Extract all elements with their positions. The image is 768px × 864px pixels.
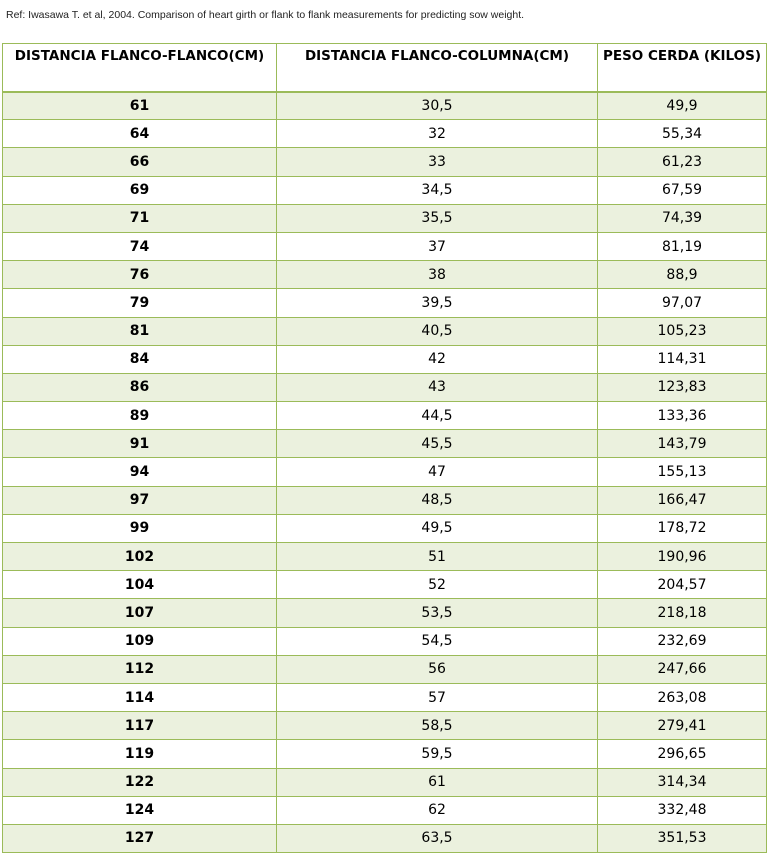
- flank-flank-cell: 94: [3, 458, 277, 486]
- flank-column-cell: 57: [277, 683, 598, 711]
- flank-column-cell: 40,5: [277, 317, 598, 345]
- flank-flank-cell: 112: [3, 655, 277, 683]
- table-row: [3, 514, 767, 542]
- flank-column-cell: 61: [277, 768, 598, 796]
- table-row: [3, 486, 767, 514]
- table-row: [3, 824, 767, 852]
- flank-flank-cell: 86: [3, 373, 277, 401]
- table-row: [3, 430, 767, 458]
- flank-flank-cell: 71: [3, 204, 277, 232]
- sow-weight-cell: 190,96: [598, 543, 767, 571]
- flank-column-cell: 63,5: [277, 824, 598, 852]
- table-row: [3, 458, 767, 486]
- table-row: [3, 148, 767, 176]
- table-row: [3, 261, 767, 289]
- flank-flank-cell: 124: [3, 796, 277, 824]
- sow-weight-cell: 232,69: [598, 627, 767, 655]
- header-flank-column: DISTANCIA FLANCO-COLUMNA(CM): [277, 44, 598, 92]
- table-row: [3, 655, 767, 683]
- flank-flank-cell: 66: [3, 148, 277, 176]
- flank-column-cell: 38: [277, 261, 598, 289]
- table-row: [3, 627, 767, 655]
- flank-flank-cell: 76: [3, 261, 277, 289]
- flank-column-cell: 52: [277, 571, 598, 599]
- table-row: [3, 120, 767, 148]
- sow-weight-table: [2, 43, 767, 853]
- flank-flank-cell: 91: [3, 430, 277, 458]
- sow-weight-cell: 74,39: [598, 204, 767, 232]
- flank-flank-cell: 84: [3, 345, 277, 373]
- reference-note: Ref: Iwasawa T. et al, 2004. Comparison of heart girth or flank to flank measurements for predicting sow weight.: [6, 9, 525, 21]
- table-row: [3, 768, 767, 796]
- flank-column-cell: 39,5: [277, 289, 598, 317]
- flank-column-cell: 37: [277, 232, 598, 260]
- flank-column-cell: 49,5: [277, 514, 598, 542]
- sow-weight-cell: 97,07: [598, 289, 767, 317]
- sow-weight-cell: 55,34: [598, 120, 767, 148]
- flank-flank-cell: 69: [3, 176, 277, 204]
- flank-flank-cell: 99: [3, 514, 277, 542]
- flank-flank-cell: 89: [3, 402, 277, 430]
- table-row: [3, 92, 767, 120]
- sow-weight-cell: 61,23: [598, 148, 767, 176]
- table-row: [3, 345, 767, 373]
- table-row: [3, 232, 767, 260]
- flank-column-cell: 34,5: [277, 176, 598, 204]
- flank-flank-cell: 64: [3, 120, 277, 148]
- table-row: [3, 796, 767, 824]
- flank-column-cell: 44,5: [277, 402, 598, 430]
- sow-weight-cell: 123,83: [598, 373, 767, 401]
- flank-flank-cell: 104: [3, 571, 277, 599]
- table-row: [3, 402, 767, 430]
- flank-flank-cell: 109: [3, 627, 277, 655]
- flank-flank-cell: 74: [3, 232, 277, 260]
- table-body: [3, 92, 767, 853]
- sow-weight-cell: 263,08: [598, 683, 767, 711]
- flank-column-cell: 58,5: [277, 712, 598, 740]
- flank-column-cell: 33: [277, 148, 598, 176]
- sow-weight-cell: 81,19: [598, 232, 767, 260]
- flank-column-cell: 32: [277, 120, 598, 148]
- table-row: [3, 176, 767, 204]
- flank-flank-cell: 79: [3, 289, 277, 317]
- table-row: [3, 571, 767, 599]
- sow-weight-cell: 49,9: [598, 92, 767, 120]
- flank-flank-cell: 122: [3, 768, 277, 796]
- sow-weight-cell: 105,23: [598, 317, 767, 345]
- flank-column-cell: 43: [277, 373, 598, 401]
- table-row: [3, 373, 767, 401]
- flank-flank-cell: 81: [3, 317, 277, 345]
- flank-flank-cell: 127: [3, 824, 277, 852]
- flank-flank-cell: 114: [3, 683, 277, 711]
- sow-weight-cell: 88,9: [598, 261, 767, 289]
- sow-weight-cell: 178,72: [598, 514, 767, 542]
- flank-column-cell: 51: [277, 543, 598, 571]
- flank-column-cell: 53,5: [277, 599, 598, 627]
- sow-weight-cell: 67,59: [598, 176, 767, 204]
- table-header-row: [3, 44, 767, 92]
- flank-column-cell: 42: [277, 345, 598, 373]
- sow-weight-cell: 155,13: [598, 458, 767, 486]
- sow-weight-cell: 114,31: [598, 345, 767, 373]
- header-sow-weight: PESO CERDA (KILOS): [598, 44, 767, 92]
- flank-flank-cell: 119: [3, 740, 277, 768]
- flank-flank-cell: 97: [3, 486, 277, 514]
- flank-column-cell: 59,5: [277, 740, 598, 768]
- sow-weight-cell: 314,34: [598, 768, 767, 796]
- table-row: [3, 712, 767, 740]
- flank-flank-cell: 102: [3, 543, 277, 571]
- flank-flank-cell: 107: [3, 599, 277, 627]
- flank-column-cell: 48,5: [277, 486, 598, 514]
- sow-weight-cell: 351,53: [598, 824, 767, 852]
- table-row: [3, 599, 767, 627]
- flank-column-cell: 45,5: [277, 430, 598, 458]
- sow-weight-cell: 218,18: [598, 599, 767, 627]
- sow-weight-cell: 296,65: [598, 740, 767, 768]
- flank-column-cell: 54,5: [277, 627, 598, 655]
- table-row: [3, 289, 767, 317]
- header-flank-flank: DISTANCIA FLANCO-FLANCO(CM): [3, 44, 277, 92]
- sow-weight-cell: 279,41: [598, 712, 767, 740]
- flank-column-cell: 56: [277, 655, 598, 683]
- flank-column-cell: 47: [277, 458, 598, 486]
- flank-column-cell: 62: [277, 796, 598, 824]
- sow-weight-cell: 204,57: [598, 571, 767, 599]
- flank-flank-cell: 117: [3, 712, 277, 740]
- flank-column-cell: 30,5: [277, 92, 598, 120]
- sow-weight-cell: 247,66: [598, 655, 767, 683]
- table-row: [3, 204, 767, 232]
- flank-column-cell: 35,5: [277, 204, 598, 232]
- table-row: [3, 740, 767, 768]
- sow-weight-cell: 133,36: [598, 402, 767, 430]
- flank-flank-cell: 61: [3, 92, 277, 120]
- sow-weight-cell: 166,47: [598, 486, 767, 514]
- table-row: [3, 683, 767, 711]
- table-row: [3, 543, 767, 571]
- sow-weight-cell: 332,48: [598, 796, 767, 824]
- table-row: [3, 317, 767, 345]
- sow-weight-cell: 143,79: [598, 430, 767, 458]
